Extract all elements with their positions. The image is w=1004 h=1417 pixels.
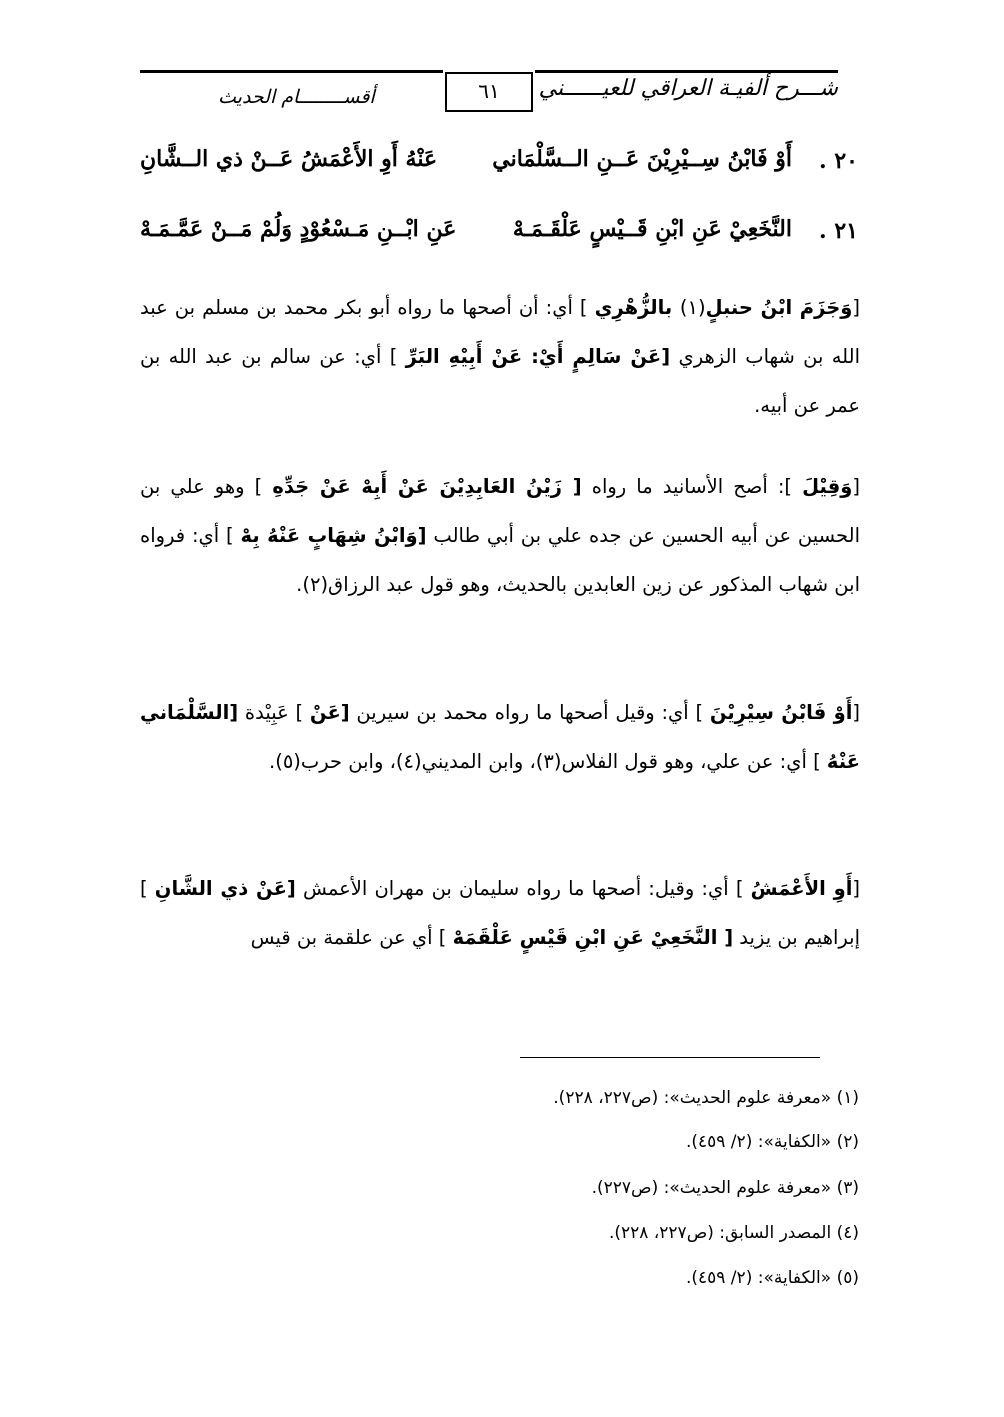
commentary-paragraph [140,283,860,430]
commentary-paragraph [140,864,860,962]
commentary-text: [ [852,701,860,724]
commentary-text: [ [852,475,861,498]
footnote-separator [520,1057,820,1058]
quoted-verse-text: [عَنْ ذي الشَّانِ [154,877,296,900]
quoted-verse-text: [وَابْنُ شِهَابٍ عَنْهُ بِهْ [240,524,427,547]
verse-hemistich-second: عَنِ ابْــنِ مَـسْعُوْدٍ وَلُمْ مَــنْ عَمَّـمَـهْ [140,216,457,242]
quoted-verse-text: بالزُّهْرِي [594,296,680,319]
footnote: (٤) المصدر السابق: (ص٢٢٧، ٢٢٨). [608,1223,859,1243]
footnote: (٥) «الكفاية»: (٢/ ٤٥٩). [685,1268,859,1288]
commentary-text: ] عَبِيْدة [238,701,310,724]
quoted-verse-text: وَجَزَمَ ابْنُ حنبلٍ [705,296,853,319]
header-rule-left [140,70,443,73]
footnote: (٣) «معرفة علوم الحديث»: (ص٢٢٧). [591,1178,859,1198]
footnote: (١) «معرفة علوم الحديث»: (ص٢٢٧، ٢٢٨). [553,1088,859,1108]
commentary-text: ] أي عن علقمة بن قيس [250,926,453,949]
commentary-text: (١) [679,296,706,319]
commentary-text: ] أي: فرواه ابن شهاب المذكور عن زين العابدين بالحديث، وهو قول عبد الرزاق(٢). [140,524,860,596]
quoted-verse-text: [عَنْ سَالِمٍ أَيْ: عَنْ أَبِيْهِ البَرِّ [405,345,671,368]
commentary-text: [ [852,296,860,319]
verse-number: ٢٠ . [819,148,858,174]
verse-hemistich-first: النَّخَعِيْ عَنِ ابْنِ قَــيْسٍ عَلْقَـمَـهْ [512,216,792,242]
quoted-verse-text: [ زَيْنُ العَابِدِيْنَ عَنْ أَبِهْ عَنْ جَدِّهِ [272,475,582,498]
quoted-verse-text: [السَّلْمَاني عَنْهُ [140,701,860,773]
header-chapter-title: أقســــــــام الحديث [218,86,375,108]
quoted-verse-text: أَوِ الأَعْمَشُ [750,877,853,900]
commentary-text: ] أي: أن أصحها ما رواه أبو بكر محمد بن مسلم بن عبد الله بن شهاب الزهري [140,296,861,368]
quoted-verse-text: [عَنْ [309,701,350,724]
commentary-text: ] أي: وقيل: أصحها ما رواه سليمان بن مهران الأعمش [295,877,751,900]
commentary-paragraph [140,462,860,609]
quoted-verse-text: وَقِيْلَ [802,475,853,498]
verse-number: ٢١ . [819,218,858,244]
commentary-text: ] وهو علي بن الحسين عن أبيه الحسين عن جده علي بن أبي طالب [140,475,860,547]
verse-hemistich-second: عَنْهُ أَوِ الأَعْمَشُ عَــنْ ذي الــشَّانِ [140,146,438,172]
commentary-paragraph [140,688,860,786]
commentary-text: ] أي: عن سالم بن عبد الله بن عمر عن أبيه. [140,345,860,417]
commentary-text: ]: أصح الأسانيد ما رواه [581,475,803,498]
footnote: (٢) «الكفاية»: (٢/ ٤٥٩). [685,1132,859,1152]
verse-hemistich-first: أَوْ فَابْنُ سِــيْرِيْنَ عَــنِ الــسَّلْمَاني [492,146,792,172]
commentary-text: ] أي: وقيل أصحها ما رواه محمد بن سيرين [349,701,710,724]
header-book-title: شـــرح ألفيـة العراقي للعيــــــني [538,76,838,101]
page-number: ٦١ [445,72,533,112]
quoted-verse-text: [ النَّخَعِيْ عَنِ ابْنِ قَيْسٍ عَلْقَمَهْ [452,926,734,949]
quoted-verse-text: أَوْ فَابْنُ سِيْرِيْنَ [709,701,853,724]
commentary-text: [ [852,877,861,900]
header-rule-right [535,70,838,73]
commentary-text: ] إبراهيم بن يزيد [140,877,860,949]
commentary-text: ] أي: عن علي، وهو قول الفلاس(٣)، وابن المديني(٤)، وابن حرب(٥). [269,750,827,773]
